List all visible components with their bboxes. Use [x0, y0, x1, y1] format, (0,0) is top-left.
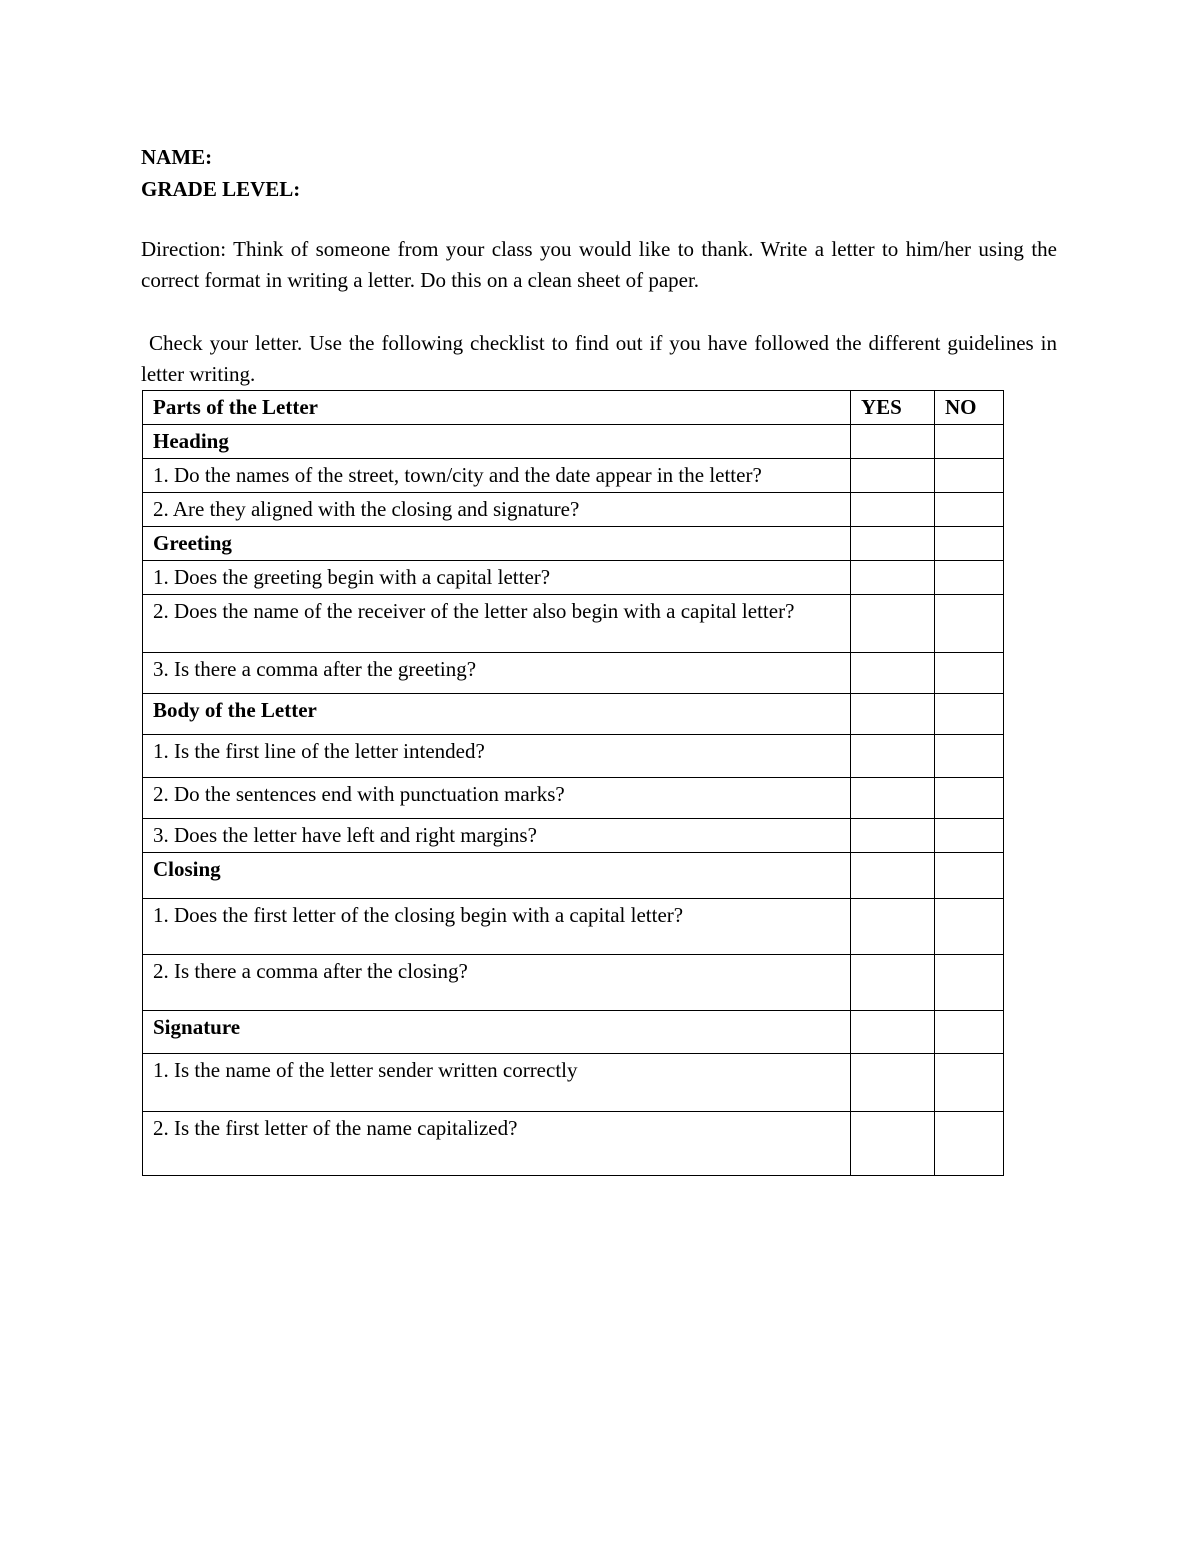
no-cell[interactable]: [935, 694, 1004, 735]
yes-cell[interactable]: [851, 853, 935, 899]
section-heading: Body of the Letter: [143, 694, 851, 735]
checklist-question: 2. Is the first letter of the name capitalized?: [143, 1112, 851, 1176]
table-row: [143, 819, 1004, 853]
no-cell[interactable]: [935, 653, 1004, 694]
no-cell[interactable]: [935, 595, 1004, 653]
yes-cell[interactable]: [851, 735, 935, 778]
table-row: [143, 694, 1004, 735]
yes-cell[interactable]: [851, 561, 935, 595]
no-cell[interactable]: [935, 527, 1004, 561]
checklist-question: 2. Does the name of the receiver of the letter also begin with a capital letter?: [143, 595, 851, 653]
table-row: [143, 1011, 1004, 1054]
header-no: NO: [935, 391, 1004, 425]
table-row: [143, 955, 1004, 1011]
table-row: [143, 778, 1004, 819]
checklist-instruction: Check your letter. Use the following checklist to find out if you have followed the different guidelines in letter writing.: [141, 331, 1057, 386]
table-row: [143, 595, 1004, 653]
direction-paragraph: Direction: Think of someone from your class you would like to thank. Write a letter to him/her using the correct format in writing a letter. Do this on a clean sheet of paper.: [141, 237, 1057, 292]
no-cell[interactable]: [935, 778, 1004, 819]
checklist-question: 2. Is there a comma after the closing?: [143, 955, 851, 1011]
table-row: [143, 493, 1004, 527]
table-row: [143, 527, 1004, 561]
no-cell[interactable]: [935, 459, 1004, 493]
yes-cell[interactable]: [851, 955, 935, 1011]
yes-cell[interactable]: [851, 819, 935, 853]
header-yes: YES: [851, 391, 935, 425]
grade-level-label: GRADE LEVEL:: [141, 177, 301, 201]
yes-cell[interactable]: [851, 1011, 935, 1054]
yes-cell[interactable]: [851, 595, 935, 653]
yes-cell[interactable]: [851, 425, 935, 459]
no-cell[interactable]: [935, 493, 1004, 527]
checklist-question: 1. Is the name of the letter sender written correctly: [143, 1054, 851, 1112]
table-row: [143, 1112, 1004, 1176]
section-heading: Greeting: [143, 527, 851, 561]
checklist-question: 1. Do the names of the street, town/city and the date appear in the letter?: [143, 459, 851, 493]
table-row: [143, 653, 1004, 694]
yes-cell[interactable]: [851, 527, 935, 561]
no-cell[interactable]: [935, 899, 1004, 955]
table-row: [143, 459, 1004, 493]
no-cell[interactable]: [935, 853, 1004, 899]
no-cell[interactable]: [935, 819, 1004, 853]
checklist-question: 3. Does the letter have left and right margins?: [143, 819, 851, 853]
table-row: [143, 561, 1004, 595]
section-heading: Signature: [143, 1011, 851, 1054]
no-cell[interactable]: [935, 955, 1004, 1011]
table-header-row: [143, 391, 1004, 425]
checklist-question: 2. Are they aligned with the closing and signature?: [143, 493, 851, 527]
section-heading: Closing: [143, 853, 851, 899]
yes-cell[interactable]: [851, 778, 935, 819]
section-heading: Heading: [143, 425, 851, 459]
checklist-question: 2. Do the sentences end with punctuation marks?: [143, 778, 851, 819]
yes-cell[interactable]: [851, 899, 935, 955]
yes-cell[interactable]: [851, 653, 935, 694]
name-label: NAME:: [141, 145, 213, 169]
yes-cell[interactable]: [851, 694, 935, 735]
no-cell[interactable]: [935, 1054, 1004, 1112]
yes-cell[interactable]: [851, 1054, 935, 1112]
table-row: [143, 735, 1004, 778]
no-cell[interactable]: [935, 561, 1004, 595]
no-cell[interactable]: [935, 1112, 1004, 1176]
checklist-question: 3. Is there a comma after the greeting?: [143, 653, 851, 694]
checklist-question: 1. Is the first line of the letter intended?: [143, 735, 851, 778]
letter-checklist-table: [142, 390, 1004, 1176]
checklist-question: 1. Does the first letter of the closing begin with a capital letter?: [143, 899, 851, 955]
table-row: [143, 1054, 1004, 1112]
checklist-question: 1. Does the greeting begin with a capital letter?: [143, 561, 851, 595]
table-row: [143, 425, 1004, 459]
header-parts-of-letter: Parts of the Letter: [143, 391, 851, 425]
no-cell[interactable]: [935, 425, 1004, 459]
yes-cell[interactable]: [851, 459, 935, 493]
no-cell[interactable]: [935, 1011, 1004, 1054]
table-row: [143, 853, 1004, 899]
yes-cell[interactable]: [851, 1112, 935, 1176]
table-row: [143, 899, 1004, 955]
yes-cell[interactable]: [851, 493, 935, 527]
no-cell[interactable]: [935, 735, 1004, 778]
